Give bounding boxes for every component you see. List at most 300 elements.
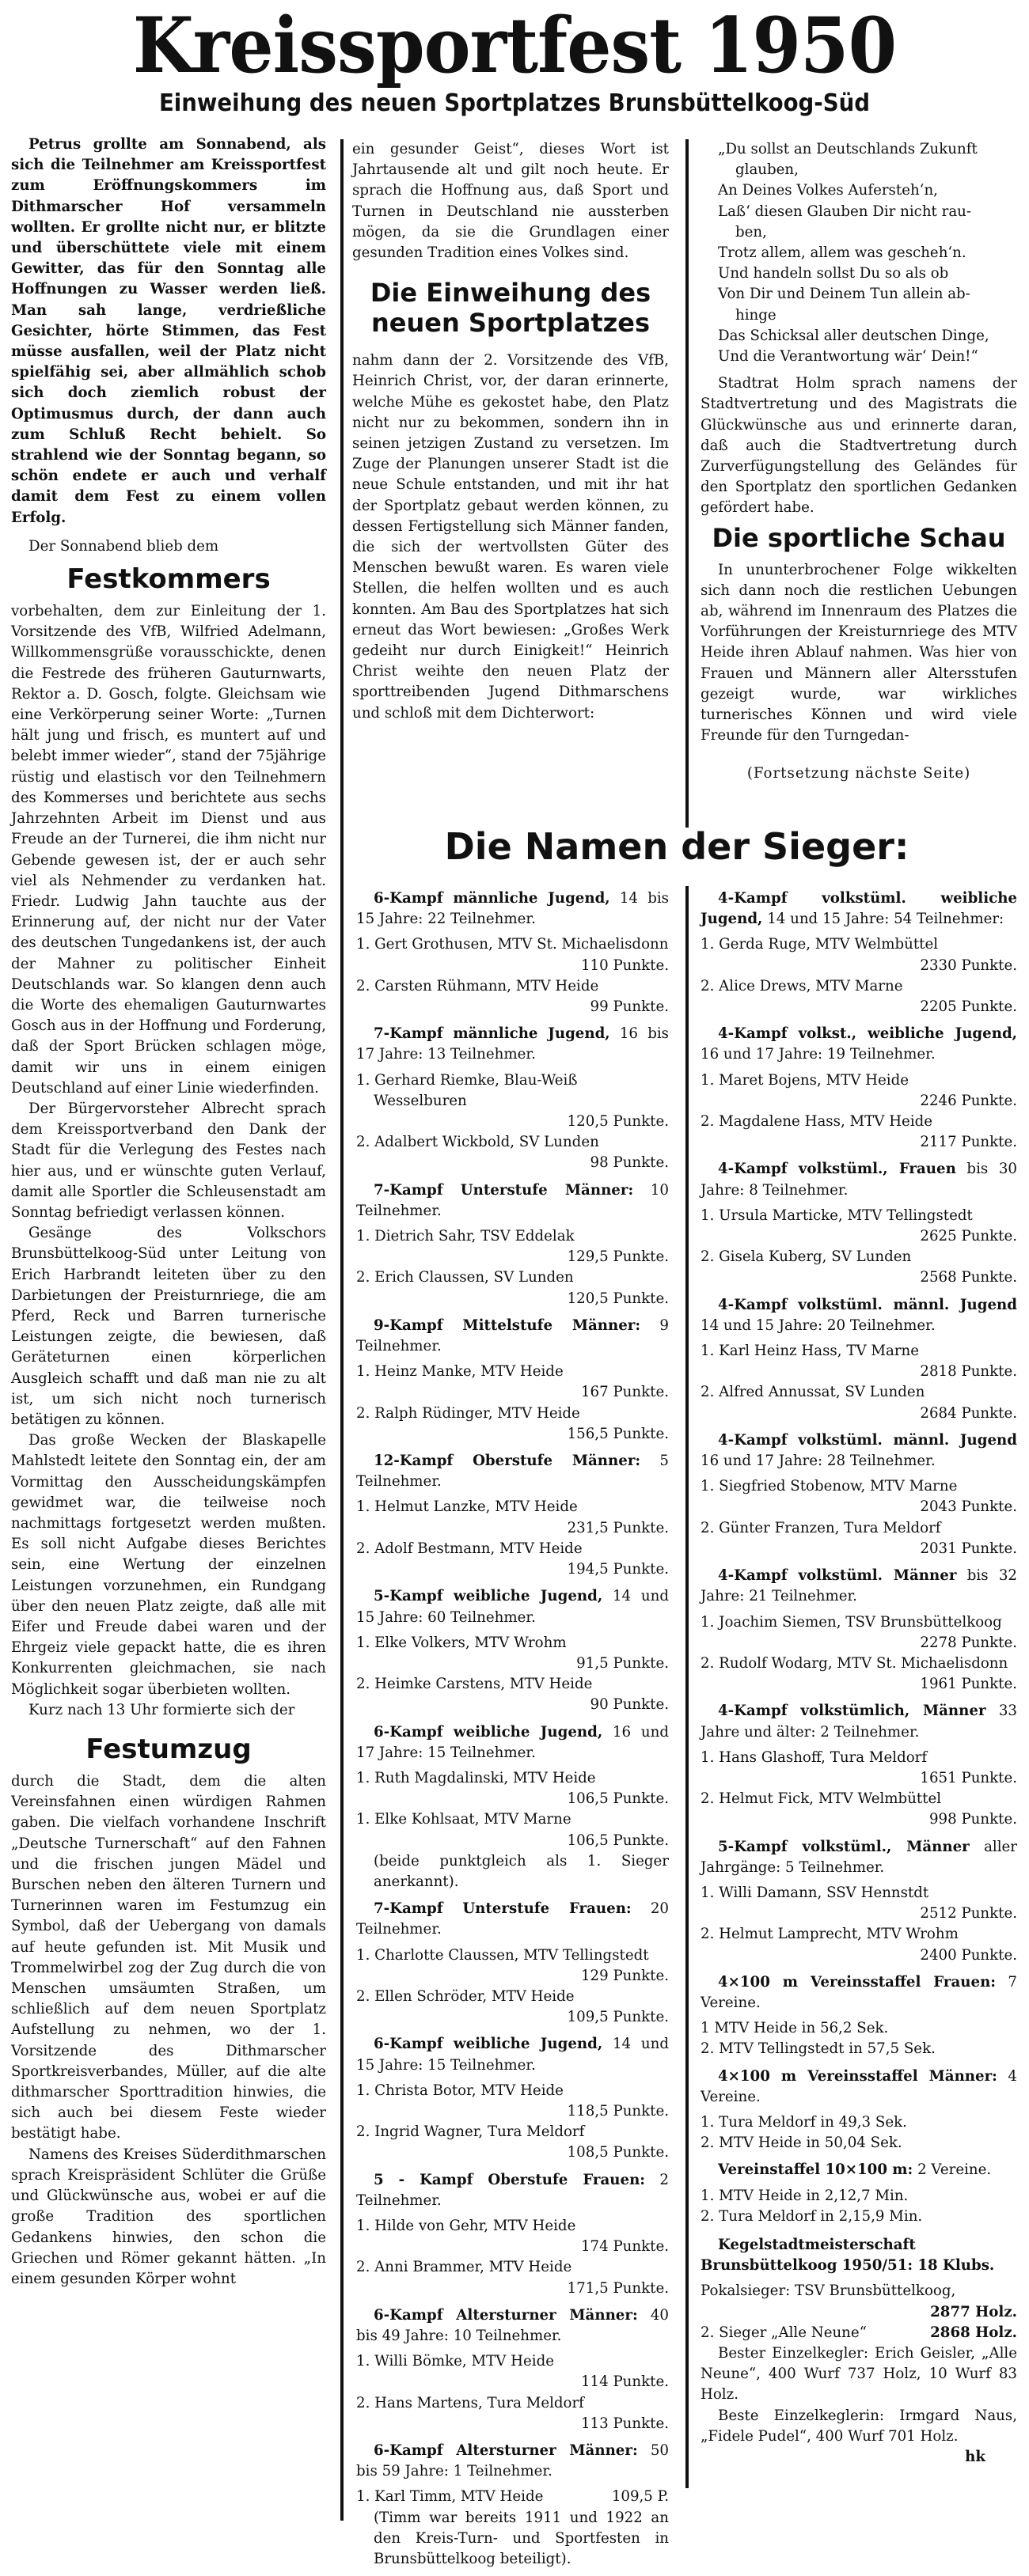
result-entry (701, 1206, 1017, 1247)
result-rank: 1. (701, 1478, 715, 1495)
result-entry (701, 1247, 1017, 1288)
event-block (356, 2034, 669, 2163)
result-name: Alfred Annussat, SV Lunden (719, 1384, 925, 1401)
poem-line (701, 243, 1017, 263)
result-score: 91,5 Punkte. (576, 1654, 669, 1672)
result-rank: 1. (701, 1613, 715, 1631)
result-rank: 1. (356, 1811, 370, 1828)
poem-line (701, 202, 1017, 243)
result-score: 120,5 Punkte. (567, 1290, 669, 1307)
result-rank: 1. (356, 1071, 370, 1089)
poem-line-text: Trotz allem, allem was geschehʻn. (718, 244, 966, 262)
result-rank: 2. (356, 2123, 370, 2141)
schau-paragraph: In ununterbrochener Folge wikkelten sich dann noch die restlichen Uebungen ab, während im Innenraum des Platzes die Vorführungen der Kreisturnriege des MTV Heide ihren Ablauf nahmen. Was hier von Frauen und Männern aller Altersstufen gezeigt wurde, war wirkliches turnerisches Können und wird viele Freunde für den Turngedan- (701, 561, 1017, 744)
result-score: 156,5 Punkte. (567, 1425, 669, 1442)
result-score: 110 Punkte. (580, 957, 669, 974)
event-participants: 33 Jahre und älter: 2 Teilnehmer. (701, 1703, 1017, 1741)
result-name: Ruth Magdalinski, MTV Heide (374, 1769, 596, 1786)
result-rank: 1. (701, 1343, 715, 1360)
event-heading (356, 2441, 669, 2482)
event-participants: 16 und 17 Jahre: 15 Teilnehmer. (356, 1723, 669, 1761)
result-rank: 1. (701, 2187, 715, 2204)
result-score: 118,5 Punkte. (567, 2102, 669, 2120)
result-rank: 2. (356, 2394, 370, 2411)
column-3 (701, 139, 1017, 785)
kegeln-pokal-score: 2877 Holz. (930, 2303, 1017, 2320)
result-score: 2684 Punkte. (920, 1404, 1017, 1422)
event-heading (356, 1722, 669, 1763)
event-heading (356, 1899, 669, 1940)
result-score: 194,5 Punkte. (567, 1561, 669, 1578)
event-heading (356, 1316, 669, 1357)
event-participants: 40 bis 49 Jahre: 10 Teilnehmer. (356, 2306, 669, 2344)
event-name: 6-Kampf Altersturner Männer: (374, 2442, 638, 2460)
result-rank: 1 (701, 2020, 710, 2037)
event-participants: 9 Teilnehmer. (356, 1316, 669, 1355)
event-name: 4-Kampf volkstüml. Männer (718, 1567, 957, 1585)
result-name: MTV Heide in 56,2 Sek. (714, 2020, 889, 2037)
result-rank: 2. (356, 1676, 370, 1693)
event-heading (356, 888, 669, 930)
article-title: Kreissportfest 1950 (132, 1, 897, 90)
result-score: 109,5 Punkte. (567, 2009, 669, 2026)
article-subtitle: Einweihung des neuen Sportplatzes Brunsbüttelkoog-Süd (158, 89, 871, 117)
event-block (356, 1180, 669, 1309)
festkommers-paragraph: vorbehalten, dem zur Einleitung der 1. Vorsitzende des VfB, Wilfried Adelmann, Willkommensgrüße vorausschickte, denen die Festrede des früheren Gauturnwarts, Rektor a. D. Gosch, folgte. Gleichsam wie eine Verkörperung seiner Worte: „Turnen hält jung und frisch, es muntert auf und belebt immer wieder“, stand der 75jährige rüstig und elastisch vor den Teilnehmern des Kommerses und berichtete aus sechs Jahrzehnten Arbeit im Dienst und aus Freude an der Turnerei, die ihm nicht nur Gebende gewesen ist, der er auch sehr viel als Nehmender zu verdanken hat. Friedr. Ludwig Jahn tauchte aus der Erinnerung auf, der nicht nur der Vater des deutschen Tungedankens ist, der auch der Mahner zu politischer Einheit Deutschlands war. So klangen denn auch die Worte des ehemaligen Gauturnwartes Gosch aus in der Hoffnung und Forderung, daß der Sport Brücken schlagen möge, damit wir uns in einem einigen Deutschland auf einer Linie wiederfinden. (11, 603, 326, 1097)
result-name: Gisela Kuberg, SV Lunden (719, 1248, 912, 1266)
poem-line (701, 326, 1017, 347)
result-rank: 1. (356, 2217, 370, 2234)
result-name: Christa Botor, MTV Heide (374, 2082, 564, 2099)
event-participants: 16 und 17 Jahre: 19 Teilnehmer. (701, 1046, 936, 1063)
result-entry (356, 1497, 669, 1538)
poem-line-continuation: ben, (735, 223, 767, 241)
result-rank: 1. (356, 1498, 370, 1516)
event-participants: 14 und 15 Jahre: 54 Teilnehmer: (767, 911, 1004, 928)
event-heading (701, 1159, 1017, 1200)
event-block (701, 1972, 1017, 2060)
result-rank: 2. (356, 1134, 370, 1151)
result-rank: 1. (701, 1748, 715, 1766)
winners-heading: Die Namen der Sieger: (444, 825, 909, 868)
continued-note: (Fortsetzung nächste Seite) (746, 765, 971, 782)
result-score: 99 Punkte. (590, 998, 669, 1016)
event-name: 6-Kampf weibliche Jugend, (374, 2036, 603, 2053)
result-entry (701, 1612, 1017, 1654)
result-entry (701, 1518, 1017, 1559)
result-name: Dietrich Sahr, TSV Eddelak (374, 1228, 575, 1245)
result-entry (701, 1112, 1017, 1153)
poem-line-continuation: glauben, (735, 161, 799, 179)
result-name: Günter Franzen, Tura Meldorf (719, 1519, 941, 1536)
result-rank: 2. (701, 2207, 715, 2225)
result-score: 108,5 Punkte. (567, 2144, 669, 2161)
result-name: Ellen Schröder, MTV Heide (374, 1987, 575, 2005)
result-score: 171,5 Punkte. (567, 2279, 669, 2297)
result-score: 2043 Punkte. (920, 1498, 1017, 1516)
heading-einweihung: Die Einweihung des neuen Sportplatzes (370, 278, 651, 339)
result-score: 2117 Punkte. (920, 1134, 1017, 1151)
event-name: 7-Kampf männliche Jugend, (374, 1025, 610, 1043)
event-block (701, 2160, 1017, 2227)
event-heading (701, 1701, 1017, 1742)
namens-paragraph: Namens des Kreises Süderdithmarschen sprach Kreispräsident Schlüter die Grüße und Glückwünsche aus, wobei er auf die große Tradition des sportlichen Gedankens hinwies, den schon die Griechen und Römer gekannt hätten. „In einem gesunden Körper wohnt (11, 2146, 326, 2287)
result-entry (356, 1633, 669, 1674)
result-rank: 1. (356, 2082, 370, 2099)
result-rank: 2. (701, 1926, 715, 1943)
event-participants: 20 Teilnehmer. (356, 1900, 669, 1938)
poem-line-text: Und handeln sollst Du so als ob (718, 265, 949, 282)
poem-line-text: Und die Verantwortung wärʻ Dein!“ (718, 348, 978, 366)
event-participants: 50 bis 59 Jahre: 1 Teilnehmer. (356, 2442, 669, 2480)
result-score: 2246 Punkte. (920, 1092, 1017, 1109)
result-score: 174 Punkte. (580, 2238, 669, 2256)
result-score: 120,5 Punkte. (567, 1113, 669, 1131)
result-score: 113 Punkte. (580, 2415, 669, 2432)
result-entry (356, 1945, 669, 1987)
event-name: 4-Kampf volkstümlich, Männer (718, 1703, 986, 1720)
result-rank: 1. (356, 1946, 370, 1964)
poem-line-text: An Deines Volkes Auferstehʻn, (718, 182, 938, 199)
event-block (701, 1701, 1017, 1830)
event-heading (701, 1024, 1017, 1065)
holm-paragraph: Stadtrat Holm sprach namens der Stadtvertretung und des Magistrats die Glückwünsche aus und erinnerte daran, daß auch die Stadtvertretung durch Zurverfügungstellung des Geländes für den Sportplatz den sportlichen Gedanken gefördert habe. (701, 375, 1017, 517)
result-name: Gerda Ruge, MTV Welmbüttel (719, 936, 939, 953)
event-block (701, 2066, 1017, 2154)
result-rank: 2. (701, 977, 715, 994)
result-name: Charlotte Claussen, MTV Tellingstedt (374, 1946, 649, 1964)
result-score: 2818 Punkte. (920, 1363, 1017, 1381)
result-name: Elke Volkers, MTV Wrohm (374, 1634, 567, 1651)
event-name: 6-Kampf weibliche Jugend, (374, 1723, 603, 1741)
result-name: MTV Heide in 2,12,7 Min. (719, 2187, 909, 2204)
result-rank: 1. (356, 2353, 370, 2370)
result-name: Tura Meldorf in 49,3 Sek. (719, 2113, 907, 2131)
kegeln-best-female: Beste Einzelkeglerin: Irmgard Naus, „Fidele Pudel“, 400 Wurf 701 Holz. (701, 2407, 1017, 2445)
poem-line-text: „Du sollst an Deutschlands Zukunft (718, 141, 978, 157)
event-participants: 16 und 17 Jahre: 28 Teilnehmer. (701, 1453, 936, 1470)
result-rank: 1. (701, 1071, 715, 1089)
result-name: Adolf Bestmann, MTV Heide (374, 1540, 583, 1557)
result-entry (701, 2018, 1017, 2039)
result-rank: 2. (701, 1248, 715, 1266)
kegeln-best-male: Bester Einzelkegler: Erich Geisler, „Alle Neune“, 400 Wurf 737 Holz, 10 Wurf 83 Holz. (701, 2345, 1017, 2404)
poem-line (701, 347, 1017, 367)
result-entry (701, 1789, 1017, 1830)
result-entry (701, 976, 1017, 1017)
result-entry (356, 1132, 669, 1173)
event-participants: 10 Teilnehmer. (356, 1181, 669, 1219)
result-entry (356, 1987, 669, 2028)
event-block (356, 1024, 669, 1173)
masthead (0, 0, 1029, 119)
result-score: 2512 Punkte. (920, 1905, 1017, 1923)
event-heading (356, 1586, 669, 1627)
result-entry (356, 1362, 669, 1403)
event-participants: 4 Vereine. (701, 2067, 1017, 2105)
result-entry (701, 1341, 1017, 1382)
result-entry (356, 1809, 669, 1851)
event-participants: 14 und 15 Jahre: 15 Teilnehmer. (356, 2036, 669, 2074)
event-note: (beide punktgleich als 1. Sieger anerkannt). (374, 1852, 669, 1890)
event-heading (701, 2160, 1017, 2180)
result-entry (701, 1476, 1017, 1517)
event-block (701, 1024, 1017, 1153)
result-rank: 1. (356, 1634, 370, 1651)
event-heading (701, 1972, 1017, 2013)
result-score: 98 Punkte. (590, 1154, 669, 1172)
poem-line (701, 284, 1017, 325)
result-name: Elke Kohlsaat, MTV Marne (374, 1811, 571, 1828)
event-participants: 14 und 15 Jahre: 60 Teilnehmer. (356, 1588, 669, 1626)
result-rank: 1. (701, 1207, 715, 1224)
result-entry (701, 2133, 1017, 2154)
result-score: 2330 Punkte. (920, 957, 1017, 974)
column-2 (352, 139, 669, 724)
result-entry (701, 2207, 1017, 2227)
result-name: Maret Bojens, MTV Heide (719, 1071, 909, 1089)
event-block (356, 1451, 669, 1580)
event-heading (701, 1295, 1017, 1336)
result-rank: 1. (356, 2488, 370, 2506)
event-name: 4-Kampf volkstüml., Frauen (718, 1161, 956, 1178)
result-score: 2278 Punkte. (920, 1634, 1017, 1651)
event-name: 7-Kampf Unterstufe Frauen: (374, 1900, 632, 1918)
event-heading (701, 1566, 1017, 1607)
geist-paragraph: ein gesunder Geist“, dieses Wort ist Jahrtausende alt und gilt noch heute. Er sprach die Hoffnung aus, daß Sport und Turnen in Deutschland nie aussterben mögen, da sie die Grundlagen einer gesunden Tradition eines Volkes sind. (352, 141, 669, 262)
result-name: Karl Heinz Hass, TV Marne (719, 1343, 920, 1360)
result-score: 998 Punkte. (928, 1811, 1017, 1828)
event-block (356, 2305, 669, 2434)
event-name: 4×100 m Vereinsstaffel Männer: (718, 2067, 997, 2085)
result-name: Helmut Lanzke, MTV Heide (374, 1498, 578, 1516)
result-name: Gert Grothusen, MTV St. Michaelisdonn (374, 936, 669, 953)
result-name: Hans Martens, Tura Meldorf (374, 2394, 584, 2411)
result-rank: 2. (356, 2259, 370, 2276)
result-entry (356, 2081, 669, 2122)
result-entry (356, 976, 669, 1017)
event-heading (356, 2170, 669, 2211)
result-score: 2625 Punkte. (920, 1228, 1017, 1245)
festumzug-paragraph: durch die Stadt, dem die alten Vereinsfahnen einen würdigen Rahmen gaben. Die vielfach vorhandene Inschrift „Deutsche Turnerschaft“ auf den Fahnen und die frischen jungen Mädel und Burschen neben den älteren Turnern und Turnerinnen waren im Festumzug ein Symbol, daß der Uebergang von damals auf heute gefunden ist. Mit Musik und Trommelwirbel zog der Zug durch die von Menschen umsäumten Straßen, um schließlich auf dem neuen Sportplatz Aufstellung zu nehmen, wo der 1. Vorsitzende des Dithmarscher Sportkreisverbandes, Müller, auf die alte dithmarscher Sporttradition hinwies, die sich auch bei diesem Feste wieder bestätigt habe. (11, 1773, 326, 2142)
event-block (356, 1722, 669, 1893)
event-note: (Timm war bereits 1911 und 1922 an den Kreis-Turn- und Sportfesten in Brunsbüttelkoog beteiligt). (374, 2509, 669, 2568)
result-entry (356, 2351, 669, 2392)
result-entry (701, 2186, 1017, 2207)
event-participants: 5 Teilnehmer. (356, 1453, 669, 1491)
result-name: Gerhard Riemke, Blau-Weiß Wesselburen (374, 1071, 578, 1109)
result-name: MTV Tellingstedt in 57,5 Sek. (719, 2040, 936, 2058)
event-participants: 2 Vereine. (917, 2161, 992, 2179)
result-entry (356, 2487, 669, 2507)
author-signature: hk (965, 2449, 985, 2466)
result-name: Hans Glashoff, Tura Meldorf (719, 1748, 928, 1766)
kegeln-section (701, 2235, 1017, 2468)
albrecht-paragraph: Der Bürgervorsteher Albrecht sprach dem Kreissportverband den Dank der Stadt für die Verlegung des Festes nach hier aus, und er wünschte guten Verlauf, damit alle Sportler die Schleusenstadt am Sonntag befriedigt verlassen können. (11, 1100, 326, 1221)
result-name: Siegfried Stobenow, MTV Marne (719, 1478, 958, 1495)
poem-line-continuation: hinge (735, 306, 776, 324)
event-heading (701, 888, 1017, 930)
result-entry (356, 1539, 669, 1580)
result-entry (701, 1070, 1017, 1112)
poem-line (701, 139, 1017, 180)
result-entry (701, 934, 1017, 975)
result-score: 106,5 Punkte. (567, 1790, 669, 1808)
lead-in-paragraph: Der Sonnabend blieb dem (28, 537, 219, 555)
event-heading (356, 2034, 669, 2075)
kegeln-pokal: Pokalsieger: TSV Brunsbüttelkoog, (701, 2282, 956, 2300)
event-block (356, 2170, 669, 2299)
result-entry (356, 2393, 669, 2434)
kurz-paragraph: Kurz nach 13 Uhr formierte sich der (28, 1701, 295, 1718)
result-entry (701, 2112, 1017, 2133)
result-name: Joachim Siemen, TSV Brunsbüttelkoog (719, 1613, 1002, 1631)
result-name: Alice Drews, MTV Marne (719, 977, 903, 994)
result-name: Rudolf Wodarg, MTV St. Michaelisdonn (719, 1654, 1008, 1672)
result-entry (701, 1382, 1017, 1423)
event-name: Vereinstaffel 10×100 m: (718, 2161, 913, 2179)
event-participants: aller Jahrgänge: 5 Teilnehmer. (701, 1838, 1017, 1876)
result-rank: 2. (356, 1269, 370, 1286)
result-entry (356, 1070, 669, 1133)
event-name: 4×100 m Vereinsstaffel Frauen: (718, 1973, 997, 1991)
kegeln-heading: Kegelstadtmeisterschaft Brunsbüttelkoog 1950/51: 18 Klubs. (701, 2236, 995, 2275)
column-divider-1 (340, 139, 344, 2521)
result-score: 2400 Punkte. (920, 1946, 1017, 1964)
heading-festkommers: Festkommers (66, 563, 271, 596)
event-block (356, 888, 669, 1017)
result-name: Willi Bömke, MTV Heide (374, 2353, 555, 2370)
event-block (701, 1430, 1017, 1559)
event-name: 4-Kampf volkstüml. männl. Jugend (718, 1431, 1017, 1449)
result-rank: 2. (356, 1987, 370, 2005)
result-entry (701, 1654, 1017, 1695)
result-score: 167 Punkte. (580, 1384, 669, 1401)
result-rank: 2. (356, 1540, 370, 1557)
result-name: Ingrid Wagner, Tura Meldorf (374, 2123, 585, 2141)
result-score: 1651 Punkte. (920, 1769, 1017, 1786)
event-participants: 14 bis 15 Jahre: 22 Teilnehmer. (356, 890, 669, 928)
heading-festumzug: Festumzug (85, 1733, 252, 1766)
result-entry (701, 1748, 1017, 1789)
event-heading (701, 1430, 1017, 1472)
result-entry (356, 1404, 669, 1445)
event-heading (356, 1451, 669, 1492)
result-entry (701, 1924, 1017, 1965)
event-name: 6-Kampf männliche Jugend, (374, 890, 610, 907)
result-rank: 2. (701, 2135, 715, 2152)
result-rank: 2. (701, 1384, 715, 1401)
result-rank: 2. (701, 1654, 715, 1672)
event-block (356, 2441, 669, 2570)
result-rank: 2. (356, 977, 370, 994)
result-name: Heimke Carstens, MTV Heide (374, 1676, 593, 1693)
kegeln-second: 2. Sieger „Alle Neune“ (701, 2324, 867, 2341)
result-name: Willi Damann, SSV Hennstdt (719, 1884, 929, 1901)
event-name: 7-Kampf Unterstufe Männer: (374, 1181, 634, 1199)
result-score: 231,5 Punkte. (567, 1519, 669, 1536)
result-rank: 1. (356, 1769, 370, 1786)
result-name: Karl Timm, MTV Heide (374, 2488, 544, 2506)
event-block (701, 1295, 1017, 1424)
poem-line (701, 180, 1017, 201)
event-participants: 14 und 15 Jahre: 20 Teilnehmer. (701, 1316, 936, 1334)
poem-line-text: Laßʻ diesen Glauben Dir nicht rau- (718, 203, 972, 220)
intro-paragraph: Petrus grollte am Sonnabend, als sich die Teilnehmer am Kreissportfest zum Eröffnungskommers im Dithmarscher Hof versammeln wollten. Er grollte nicht nur, er blitzte und überschüttete viele mit einem Gewitter, das für den Sonntag alle Hoffnungen zu Wasser werden ließ. Man sah lange, verdrießliche Gesichter, hörte Stimmen, das Fest müsse ausfallen, weil der Platz nicht spielfähig sei, aber allmählich schob sich doch ziemlich robust der Optimusmus durch, der dann auch zum Schluß Recht behielt. So strahlend wie der Sonntag begann, so schön endete er auch und verhalf damit dem Fest zu einem vollen Erfolg. (11, 136, 326, 526)
event-participants: bis 30 Jahre: 8 Teilnehmer. (701, 1161, 1017, 1199)
event-block (701, 1159, 1017, 1288)
event-heading (356, 1180, 669, 1222)
poem-line (701, 263, 1017, 284)
column-divider-2-top (685, 139, 689, 828)
result-entry (356, 1674, 669, 1715)
result-rank: 1. (701, 936, 715, 953)
poem-line-text: Von Dir und Deinem Tun allein ab- (718, 286, 970, 303)
event-block (356, 1899, 669, 2028)
result-rank: 2. (701, 1790, 715, 1808)
result-name: Hilde von Gehr, MTV Heide (374, 2217, 576, 2234)
result-rank: 1. (701, 2113, 715, 2131)
result-name: Heinz Manke, MTV Heide (374, 1363, 564, 1381)
result-entry (356, 1226, 669, 1267)
result-score: 114 Punkte. (580, 2373, 669, 2391)
result-rank: 1. (356, 1228, 370, 1245)
result-score: 129 Punkte. (580, 1967, 669, 1984)
event-name: 5-Kampf volkstüml., Männer (718, 1838, 970, 1855)
result-name: Carsten Rühmann, MTV Heide (374, 977, 599, 994)
result-name: Anni Brammer, MTV Heide (374, 2259, 572, 2276)
result-score: 106,5 Punkte. (567, 1832, 669, 1849)
event-participants: 7 Vereine. (701, 1973, 1017, 2011)
result-score: 109,5 P. (611, 2488, 669, 2506)
result-score: 90 Punkte. (590, 1696, 669, 1714)
result-name: Helmut Fick, MTV Welmbüttel (719, 1790, 942, 1808)
poem (701, 139, 1017, 367)
event-name: 4-Kampf volkst., weibliche Jugend, (718, 1025, 1017, 1043)
result-entry (356, 1267, 669, 1309)
result-entry (356, 934, 669, 975)
result-entry (356, 2122, 669, 2163)
result-name: Ursula Marticke, MTV Tellingstedt (719, 1207, 973, 1224)
result-entry (701, 2039, 1017, 2059)
result-score: 2568 Punkte. (920, 1269, 1017, 1286)
event-block (701, 888, 1017, 1017)
winners-list-right (701, 888, 1017, 2474)
result-score: 2205 Punkte. (920, 998, 1017, 1016)
result-rank: 2. (701, 1113, 715, 1131)
result-rank: 2. (356, 1404, 370, 1422)
kegeln-second-score: 2868 Holz. (930, 2324, 1017, 2341)
result-entry (356, 2257, 669, 2298)
event-name: 5 - Kampf Oberstufe Frauen: (374, 2171, 646, 2188)
result-rank: 1. (701, 1884, 715, 1901)
event-heading (701, 2066, 1017, 2108)
event-participants: bis 32 Jahre: 21 Teilnehmer. (701, 1567, 1017, 1605)
result-name: Tura Meldorf in 2,15,9 Min. (719, 2207, 923, 2225)
event-name: 4-Kampf volkstüml. männl. Jugend (718, 1296, 1017, 1313)
event-name: 9-Kampf Mittelstufe Männer: (374, 1316, 641, 1334)
event-participants: 2 Teilnehmer. (356, 2171, 669, 2209)
event-participants: 16 bis 17 Jahre: 13 Teilnehmer. (356, 1025, 669, 1063)
event-name: 6-Kampf Altersturner Männer: (374, 2306, 638, 2324)
result-name: Ralph Rüdinger, MTV Heide (374, 1404, 580, 1422)
event-name: 4-Kampf volkstüml. weibliche Jugend, (701, 890, 1017, 928)
result-name: Erich Claussen, SV Lunden (374, 1269, 574, 1286)
event-block (356, 1316, 669, 1445)
result-rank: 2. (701, 1519, 715, 1536)
column-1 (11, 134, 326, 2290)
result-name: Magdalene Hass, MTV Heide (719, 1113, 933, 1131)
